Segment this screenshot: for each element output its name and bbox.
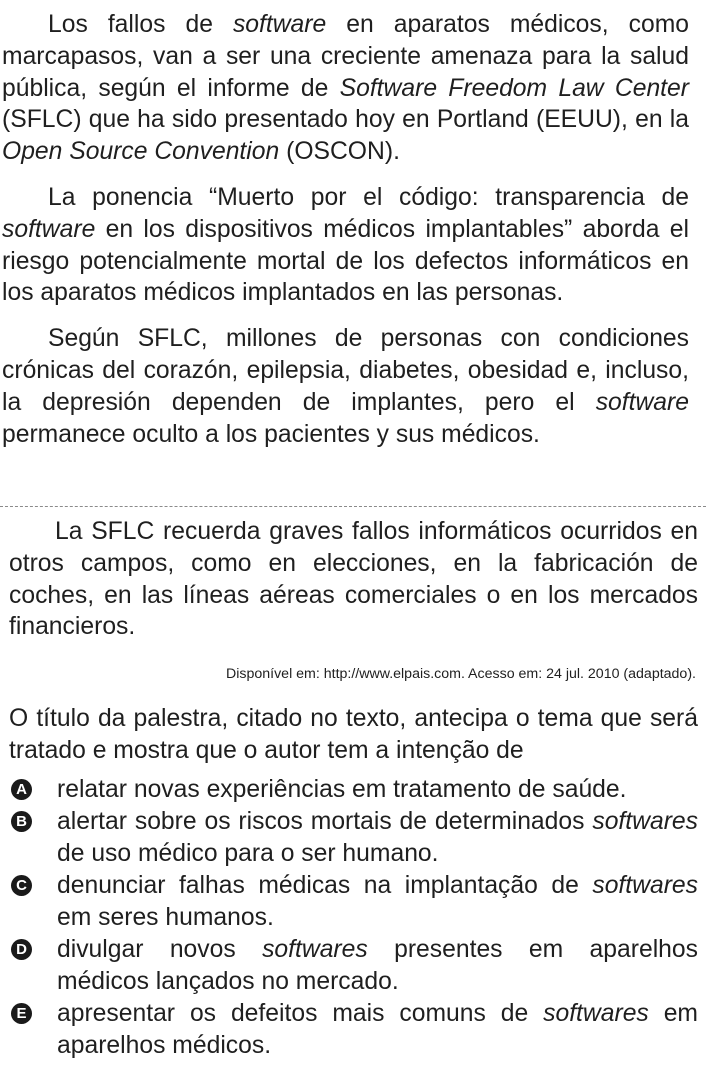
italic-term: software: [232, 11, 327, 38]
italic-term: software: [595, 388, 689, 416]
italic-term: Software Freedom Law Center: [339, 74, 689, 102]
text-run: permanece oculto a los pacientes y sus médicos.: [2, 420, 540, 448]
option-text: divulgar novos: [57, 935, 263, 963]
option-text: apresentar os defeitos mais comuns de: [57, 999, 544, 1027]
answer-options: [9, 774, 698, 1062]
italic-term: software: [2, 215, 96, 243]
option-d[interactable]: [9, 934, 698, 998]
italic-term: softwares: [543, 999, 649, 1027]
text-run: (SFLC) que ha sido presentado hoy en Portland (EEUU), en la: [2, 106, 689, 134]
italic-term: softwares: [262, 935, 368, 963]
text-run: en aparatos médicos, como marcapasos, van a ser una creciente amenaza para la salud pública, según el informe de: [2, 11, 689, 102]
text-run: (OSCON).: [279, 138, 400, 166]
option-text: relatar novas experiências em tratamento de saúde.: [57, 776, 627, 803]
text-run: Los fallos de: [48, 11, 233, 38]
article-paragraph-2: [2, 182, 689, 309]
article-text: [2, 9, 689, 464]
italic-term: softwares: [592, 871, 698, 899]
text-run: en los dispositivos médicos implantables” aborda el riesgo potencialmente mortal de los defectos informáticos en los aparatos médicos implantados en las personas.: [2, 215, 689, 307]
option-text: em seres humanos.: [57, 903, 274, 931]
option-letter-badge[interactable]: A: [11, 779, 32, 800]
text-run: La ponencia “Muerto por el código: transparencia de: [48, 183, 689, 211]
article-paragraph-4: La SFLC recuerda graves fallos informáticos ocurridos en otros campos, como en elecciones, en la fabricación de coches, en las líneas aéreas comerciales o en los mercados financieros.: [9, 518, 698, 641]
dashed-divider: [0, 506, 706, 507]
option-e[interactable]: [9, 998, 698, 1062]
option-c[interactable]: [9, 870, 698, 934]
italic-term: softwares: [592, 808, 698, 836]
option-text: alertar sobre os riscos mortais de determinados: [57, 808, 593, 836]
question-text: O título da palestra, citado no texto, antecipa o tema que será tratado e mostra que o autor tem a intenção de: [9, 705, 698, 764]
option-letter-badge[interactable]: B: [11, 811, 32, 832]
article-continuation: [9, 516, 698, 643]
option-text: de uso médico para o ser humano.: [57, 839, 439, 867]
option-letter-badge[interactable]: E: [11, 1003, 32, 1024]
option-text: denunciar falhas médicas na implantação de: [57, 871, 593, 899]
option-text: presentes em aparelhos médicos lançados no mercado.: [57, 935, 698, 995]
question-stem: [9, 703, 698, 767]
option-letter-badge[interactable]: D: [11, 939, 32, 960]
article-paragraph-3: [2, 323, 689, 450]
option-a[interactable]: [9, 774, 698, 806]
option-text: em aparelhos médicos.: [57, 999, 698, 1059]
article-paragraph-1: [2, 9, 689, 168]
text-run: Según SFLC, millones de personas con condiciones crónicas del corazón, epilepsia, diabetes, obesidad e, incluso, la depresión dependen de implantes, pero el: [2, 325, 689, 416]
option-letter-badge[interactable]: C: [11, 875, 32, 896]
source-citation: Disponível em: http://www.elpais.com. Acesso em: 24 jul. 2010 (adaptado).: [225, 666, 696, 682]
option-b[interactable]: [9, 806, 698, 870]
italic-term: Open Source Convention: [2, 138, 280, 166]
